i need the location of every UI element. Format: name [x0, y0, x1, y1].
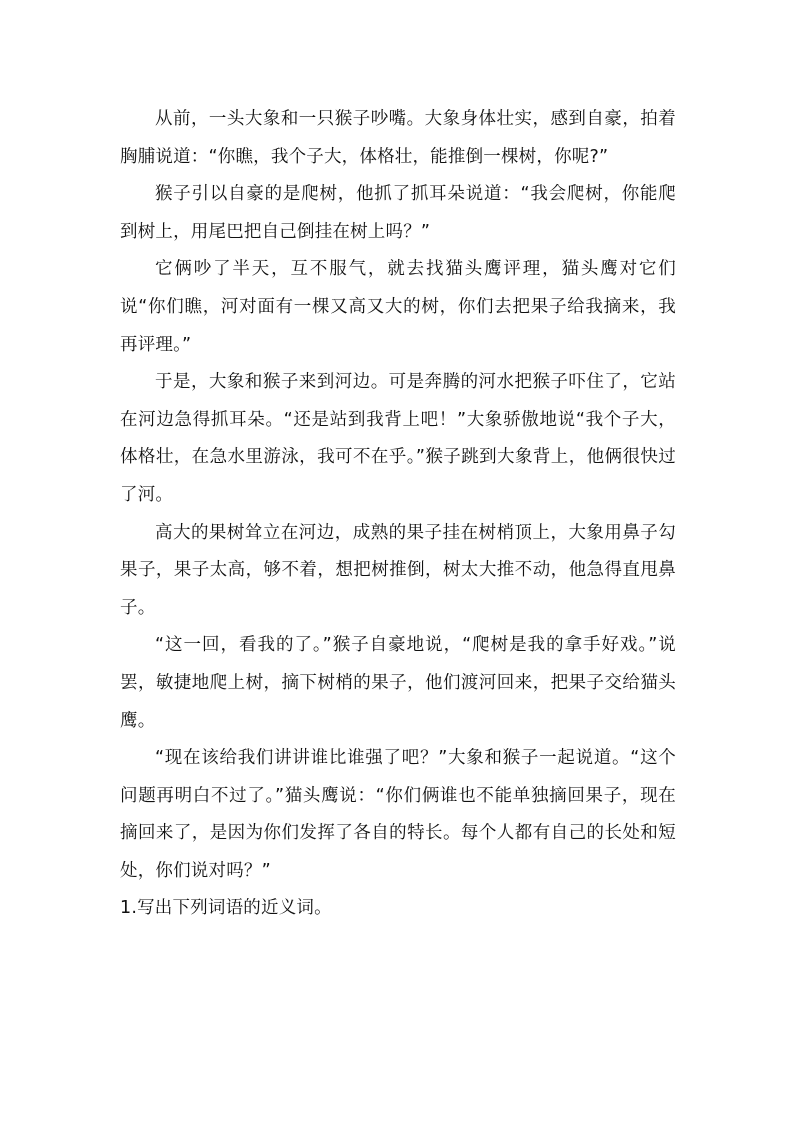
story-paragraph-4: 于是，大象和猴子来到河边。可是奔腾的河水把猴子吓住了，它站在河边急得抓耳朵。“还是站到我背上吧！”大象骄傲地说“我个子大，体格壮，在急水里游泳，我可不在乎。”猴子跳到大象背上，他俩很快过了河。: [120, 372, 676, 505]
story-paragraph-3: 它俩吵了半天，互不服气，就去找猫头鹰评理，猫头鹰对它们说“你们瞧，河对面有一棵又高又大的树，你们去把果子给我摘来，我再评理。”: [120, 259, 676, 355]
story-paragraph-2: 猴子引以自豪的是爬树，他抓了抓耳朵说道：“我会爬树，你能爬到树上，用尾巴把自己倒挂在树上吗？”: [120, 184, 676, 242]
story-content: [120, 101, 676, 928]
story-paragraph-6: “这一回，看我的了。”猴子自豪地说，“爬树是我的拿手好戏。”说罢，敏捷地爬上树，摘下树梢的果子，他们渡河回来，把果子交给猫头鹰。: [120, 635, 676, 731]
story-paragraph-5: 高大的果树耸立在河边，成熟的果子挂在树梢顶上，大象用鼻子勾果子，果子太高，够不着，想把树推倒，树太大推不动，他急得直甩鼻子。: [120, 522, 676, 618]
question-1: 1.写出下列词语的近义词。: [120, 898, 332, 919]
story-paragraph-7: “现在该给我们讲讲谁比谁强了吧？”大象和猴子一起说道。“这个问题再明白不过了。”猫头鹰说：“你们俩谁也不能单独摘回果子，现在摘回来了，是因为你们发挥了各自的特长。每个人都有自己的长处和短处，你们说对吗？”: [120, 748, 676, 881]
story-paragraph-1: 从前，一头大象和一只猴子吵嘴。大象身体壮实，感到自豪，拍着胸脯说道：“你瞧，我个子大，体格壮，能推倒一棵树，你呢?”: [120, 109, 676, 167]
